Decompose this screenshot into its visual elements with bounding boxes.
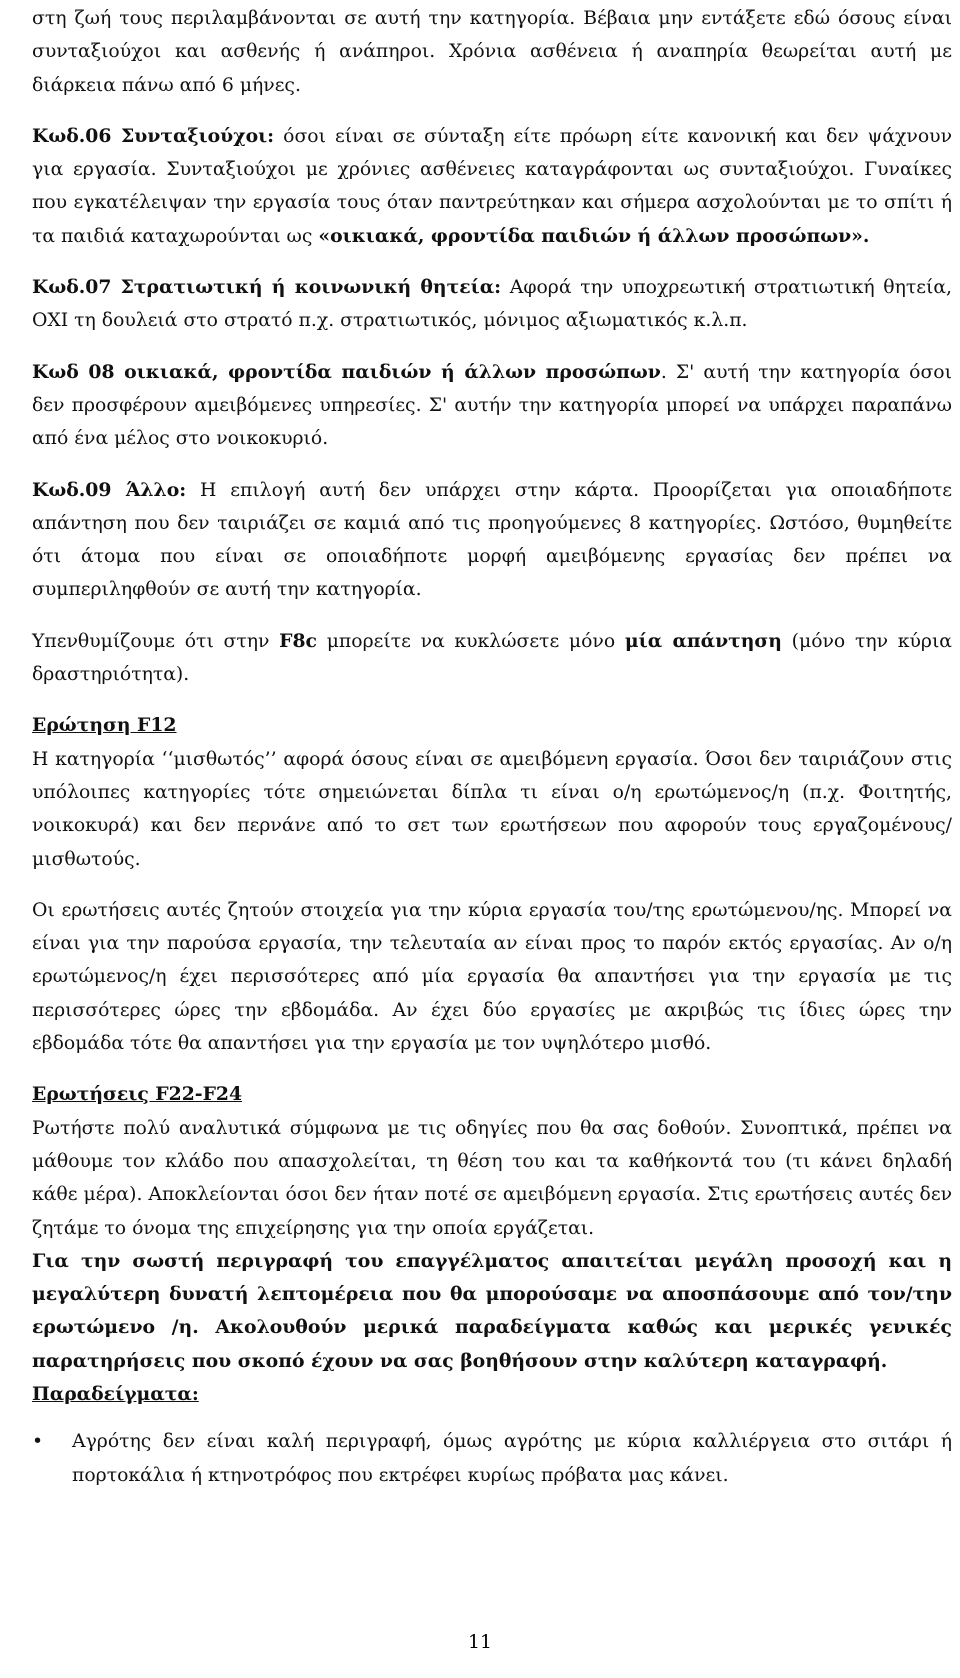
- reminder-f8c: F8c: [279, 629, 317, 652]
- f22-paragraph: [32, 1112, 952, 1245]
- code09-text: Η επιλογή αυτή δεν υπάρχει στην κάρτα. Προορίζεται για οποιαδήποτε απάντηση που δεν ταιριάζει σε καμιά από τις προηγούμενες 8 κατηγορίες. Ωστόσο, θυμηθείτε ότι άτομα που είναι σε οποιαδήποτε μορφή αμειβόμενης εργασίας δεν πρέπει να συμπεριληφθούν σε αυτή την κατηγορία.: [32, 479, 952, 601]
- f22-heading-text: Ερωτήσεις F22-F24: [32, 1083, 243, 1106]
- code06-text: όσοι είναι σε σύνταξη είτε πρόωρη είτε κανονική και δεν ψάχνουν για εργασία. Συνταξιούχοι με χρόνιες ασθένειες καταγράφονται ως συνταξιούχοι. Γυναίκες που εγκατέλειψαν την εργασία τους όταν παντρεύτηκαν και σήμερα ασχολούνται με το σπίτι ή τα παιδιά καταχωρούνται ως: [32, 125, 952, 247]
- bullet-marker: •: [32, 1431, 44, 1453]
- code06-label: Κωδ.06 Συνταξιούχοι:: [32, 124, 275, 147]
- f22-text: Ρωτήστε πολύ αναλυτικά σύμφωνα με τις οδηγίες που θα σας δοθούν. Συνοπτικά, πρέπει να μάθουμε τον κλάδο που απασχολείται, τη θέση του και τα καθήκοντά του (τι κάνει δηλαδή κάθε μέρα). Αποκλείονται όσοι δεν ήταν ποτέ σε αμειβόμενη εργασία. Στις ερωτήσεις αυτές δεν ζητάμε το όνομα της επιχείρησης για την οποία εργάζεται.: [32, 1117, 952, 1239]
- bullet-text: Αγρότης δεν είναι καλή περιγραφή, όμως αγρότης με κύρια καλλιέργεια στο σιτάρι ή πορτοκάλια ή κτηνοτρόφος που εκτρέφει κυρίως πρόβατα μας κάνει.: [72, 1431, 952, 1486]
- code09-paragraph: [32, 474, 952, 607]
- reminder-part2: μπορείτε να κυκλώσετε μόνο: [317, 630, 625, 652]
- code07-paragraph: [32, 271, 952, 338]
- f22-bold-text: Για την σωστή περιγραφή του επαγγέλματος απαιτείται μεγάλη προσοχή και η μεγαλύτερη δυνατή λεπτομέρεια που θα μπορούσαμε να αποσπάσουμε από τον/την ερωτώμενο /η. Ακολουθούν μερικά παραδείγματα καθώς και μερικές γενικές παρατηρήσεις που σκοπό έχουν να σας βοηθήσουν στην καλύτερη καταγραφή.: [32, 1249, 952, 1372]
- f22-heading: [32, 1078, 952, 1111]
- reminder-one-answer: μία απάντηση: [624, 629, 782, 652]
- page-number: 11: [468, 1632, 492, 1653]
- code07-text: Αφορά την υποχρεωτική στρατιωτική θητεία, ΟΧΙ τη δουλειά στο στρατό π.χ. στρατιωτικός, μόνιμος αξιωματικός κ.λ.π.: [32, 277, 952, 332]
- reminder-part3: (μόνο την κύρια δραστηριότητα).: [32, 630, 952, 686]
- f12-heading-text: Ερώτηση F12: [32, 714, 177, 737]
- examples-label: [32, 1378, 952, 1411]
- questions-paragraph: [32, 894, 952, 1060]
- intro-paragraph: [32, 2, 952, 102]
- code08-text: . Σ' αυτή την κατηγορία όσοι δεν προσφέρουν αμειβόμενες υπηρεσίες. Σ' αυτήν την κατηγορία μπορεί να υπάρχει παραπάνω από ένα μέλος στο νοικοκυριό.: [32, 361, 952, 450]
- reminder-paragraph: [32, 625, 952, 692]
- code06-bold-end: «οικιακά, φροντίδα παιδιών ή άλλων προσώπων».: [318, 224, 870, 247]
- f22-bold-paragraph: [32, 1245, 952, 1378]
- questions-text: Οι ερωτήσεις αυτές ζητούν στοιχεία για την κύρια εργασία του/της ερωτώμενου/ης. Μπορεί να είναι για την παρούσα εργασία, την τελευταία αν είναι προς το παρόν εκτός εργασίας. Αν ο/η ερωτώμενος/η έχει περισσότερες από μία εργασία θα απαντήσει για την εργασία με τις περισσότερες ώρες την εβδομάδα. Αν έχει δύο εργασίες με ακριβώς τις ίδιες ώρες την εβδομάδα τότε θα απαντήσει για την εργασία με τον υψηλότερο μισθό.: [32, 899, 952, 1055]
- reminder-part1: Υπενθυμίζουμε ότι στην: [32, 630, 280, 652]
- f12-text: Η κατηγορία ‘‘μισθωτός’’ αφορά όσους είναι σε αμειβόμενη εργασία. Όσοι δεν ταιριάζουν στις υπόλοιπες κατηγορίες τότε σημειώνεται δίπλα τι είναι ο/η ερωτώμενος/η (π.χ. Φοιτητής, νοικοκυρά) και δεν περνάνε από το σετ των ερωτήσεων που αφορούν τους εργαζομένους/μισθωτούς.: [32, 748, 952, 870]
- code08-paragraph: [32, 356, 952, 456]
- f12-paragraph: [32, 743, 952, 876]
- examples-label-text: Παραδείγματα:: [32, 1382, 199, 1405]
- code09-label: Κωδ.09 Άλλο:: [32, 478, 187, 501]
- code06-paragraph: [32, 120, 952, 253]
- code08-label: Κωδ 08 οικιακά, φροντίδα παιδιών ή άλλων προσώπων: [32, 360, 661, 383]
- f12-heading: [32, 709, 952, 742]
- code07-label: Κωδ.07 Στρατιωτική ή κοινωνική θητεία:: [32, 276, 502, 299]
- list-item: [32, 1425, 952, 1492]
- intro-text: στη ζωή τους περιλαμβάνονται σε αυτή την κατηγορία. Βέβαια μην εντάξετε εδώ όσους είναι συνταξιούχοι και ασθενής ή ανάπηροι. Χρόνια ασθένεια ή αναπηρία θεωρείται αυτή με διάρκεια πάνω από 6 μήνες.: [32, 8, 952, 96]
